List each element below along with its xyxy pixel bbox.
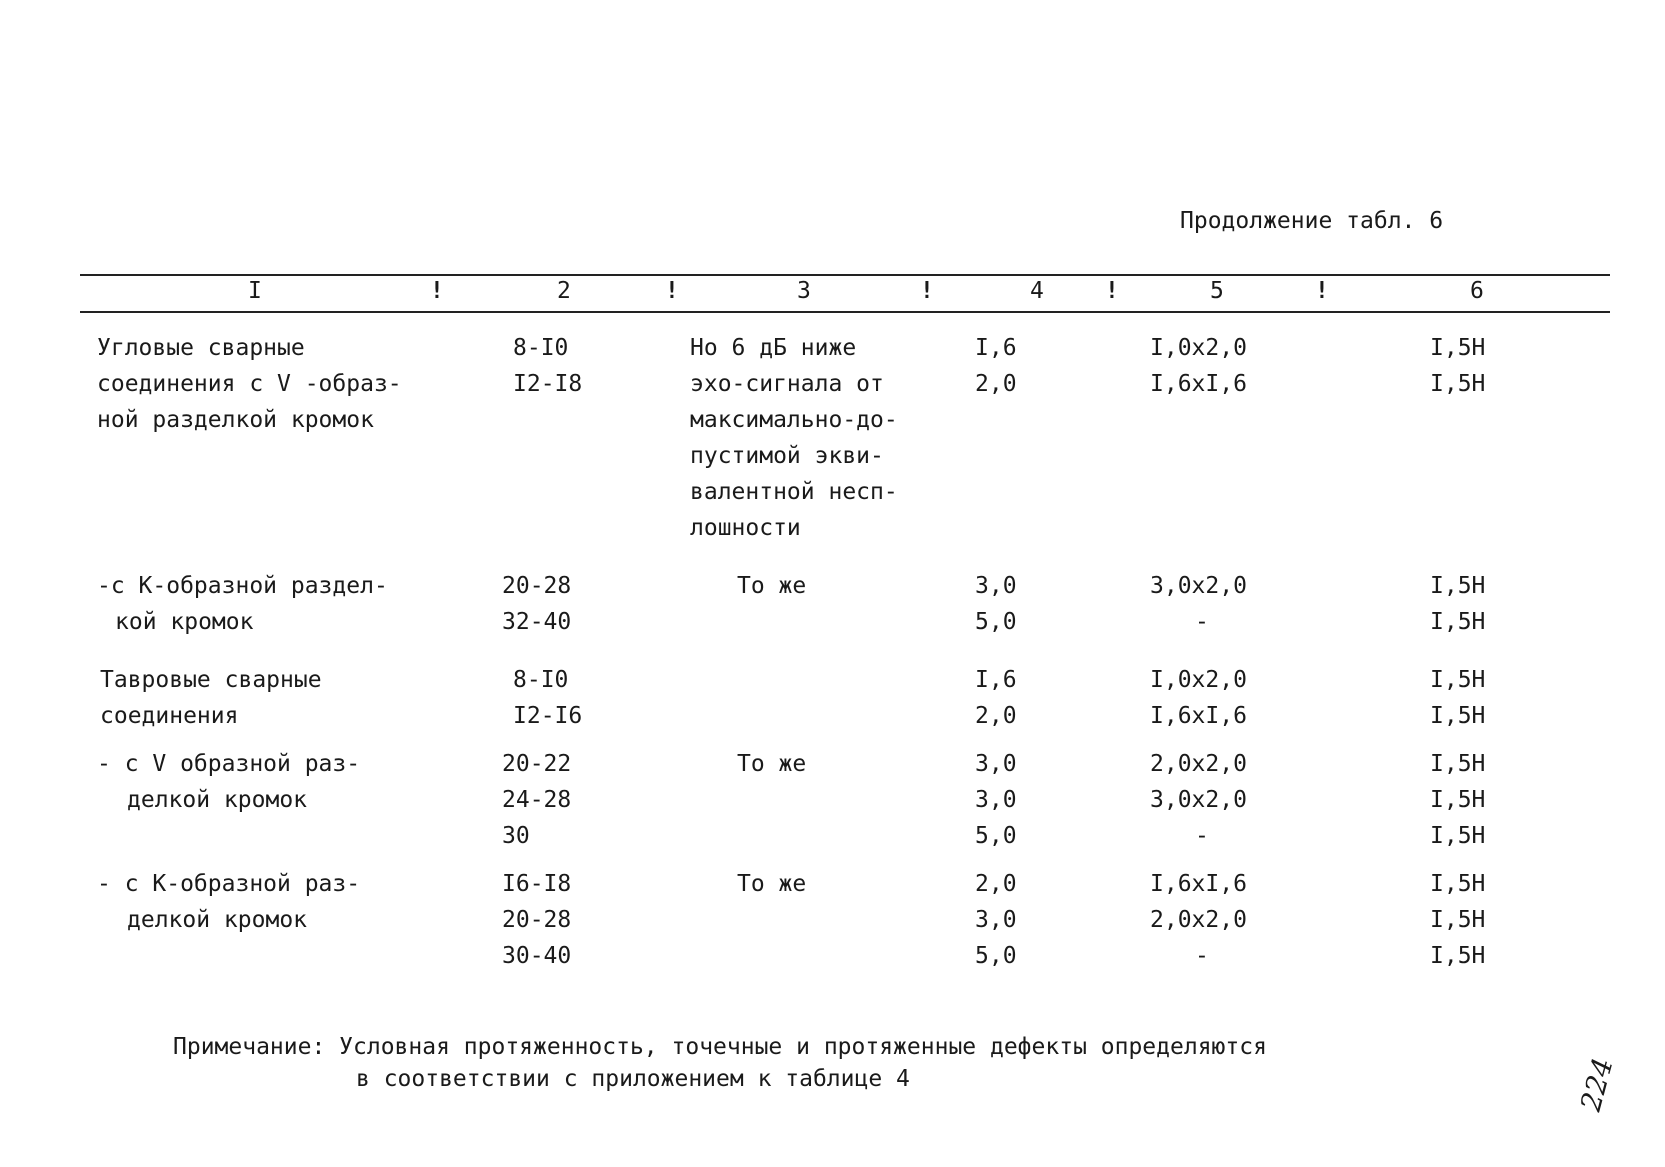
header-separator: ! [665,278,679,304]
row-5-col-2: I6-I8 20-28 30-40 [502,871,572,969]
row-5-col-6: I,5H I,5H I,5H [1430,871,1486,969]
row-2-col-6: I,5H I,5H [1430,573,1486,635]
row-2-col-5: 3,0x2,0 - [1150,573,1247,635]
row-3-col-4: I,6 2,0 [975,667,1017,729]
row-2-col-1: -с К-образной раздел- кой кромок [97,573,388,635]
table-top-rule [80,274,1610,276]
row-3-col-2: 8-I0 I2-I6 [513,667,583,729]
table-caption: Продолжение табл. 6 [1180,208,1444,234]
row-2-col-3: То же [737,573,807,599]
header-col-3: 3 [797,278,811,304]
row-1-col-2: 8-I0 I2-I8 [513,335,583,397]
page-number: 224 [1573,1054,1620,1115]
row-4-col-3: То же [737,751,807,777]
row-5-col-3: То же [737,871,807,897]
row-3-col-6: I,5H I,5H [1430,667,1486,729]
table-note-continuation: в соответствии с приложением к таблице 4 [356,1066,910,1092]
table-note: Примечание: Условная протяженность, точечные и протяженные дефекты определяются [173,1034,1267,1060]
row-4-col-4: 3,0 3,0 5,0 [975,751,1017,849]
header-separator: ! [1315,278,1329,304]
row-2-col-2: 20-28 32-40 [502,573,572,635]
row-2-col-4: 3,0 5,0 [975,573,1017,635]
row-1-col-3: Но 6 дБ ниже эхо-сигнала от максимально-до- пустимой экви- валентной несп- лошности [690,335,898,541]
row-5-col-1: - с К-образной раз- делкой кромок [97,871,361,933]
row-4-col-2: 20-22 24-28 30 [502,751,572,849]
header-col-4: 4 [1030,278,1044,304]
row-1-col-4: I,6 2,0 [975,335,1017,397]
row-1-col-6: I,5H I,5H [1430,335,1486,397]
row-1-col-5: I,0x2,0 I,6xI,6 [1150,335,1247,397]
header-separator: ! [430,278,444,304]
row-4-col-5: 2,0x2,0 3,0x2,0 - [1150,751,1247,849]
header-col-5: 5 [1210,278,1224,304]
row-4-col-1: - с V образной раз- делкой кромок [97,751,361,813]
header-col-2: 2 [557,278,571,304]
header-col-6: 6 [1470,278,1484,304]
row-5-col-4: 2,0 3,0 5,0 [975,871,1017,969]
row-1-col-1: Угловые сварные соединения с V -образ- ной разделкой кромок [97,335,402,433]
header-separator: ! [920,278,934,304]
header-col-1: I [248,278,262,304]
row-3-col-5: I,0x2,0 I,6xI,6 [1150,667,1247,729]
row-4-col-6: I,5H I,5H I,5H [1430,751,1486,849]
table-header-rule [80,311,1610,313]
row-3-col-1: Тавровые сварные соединения [100,667,322,729]
row-5-col-5: I,6xI,6 2,0x2,0 - [1150,871,1247,969]
header-separator: ! [1105,278,1119,304]
